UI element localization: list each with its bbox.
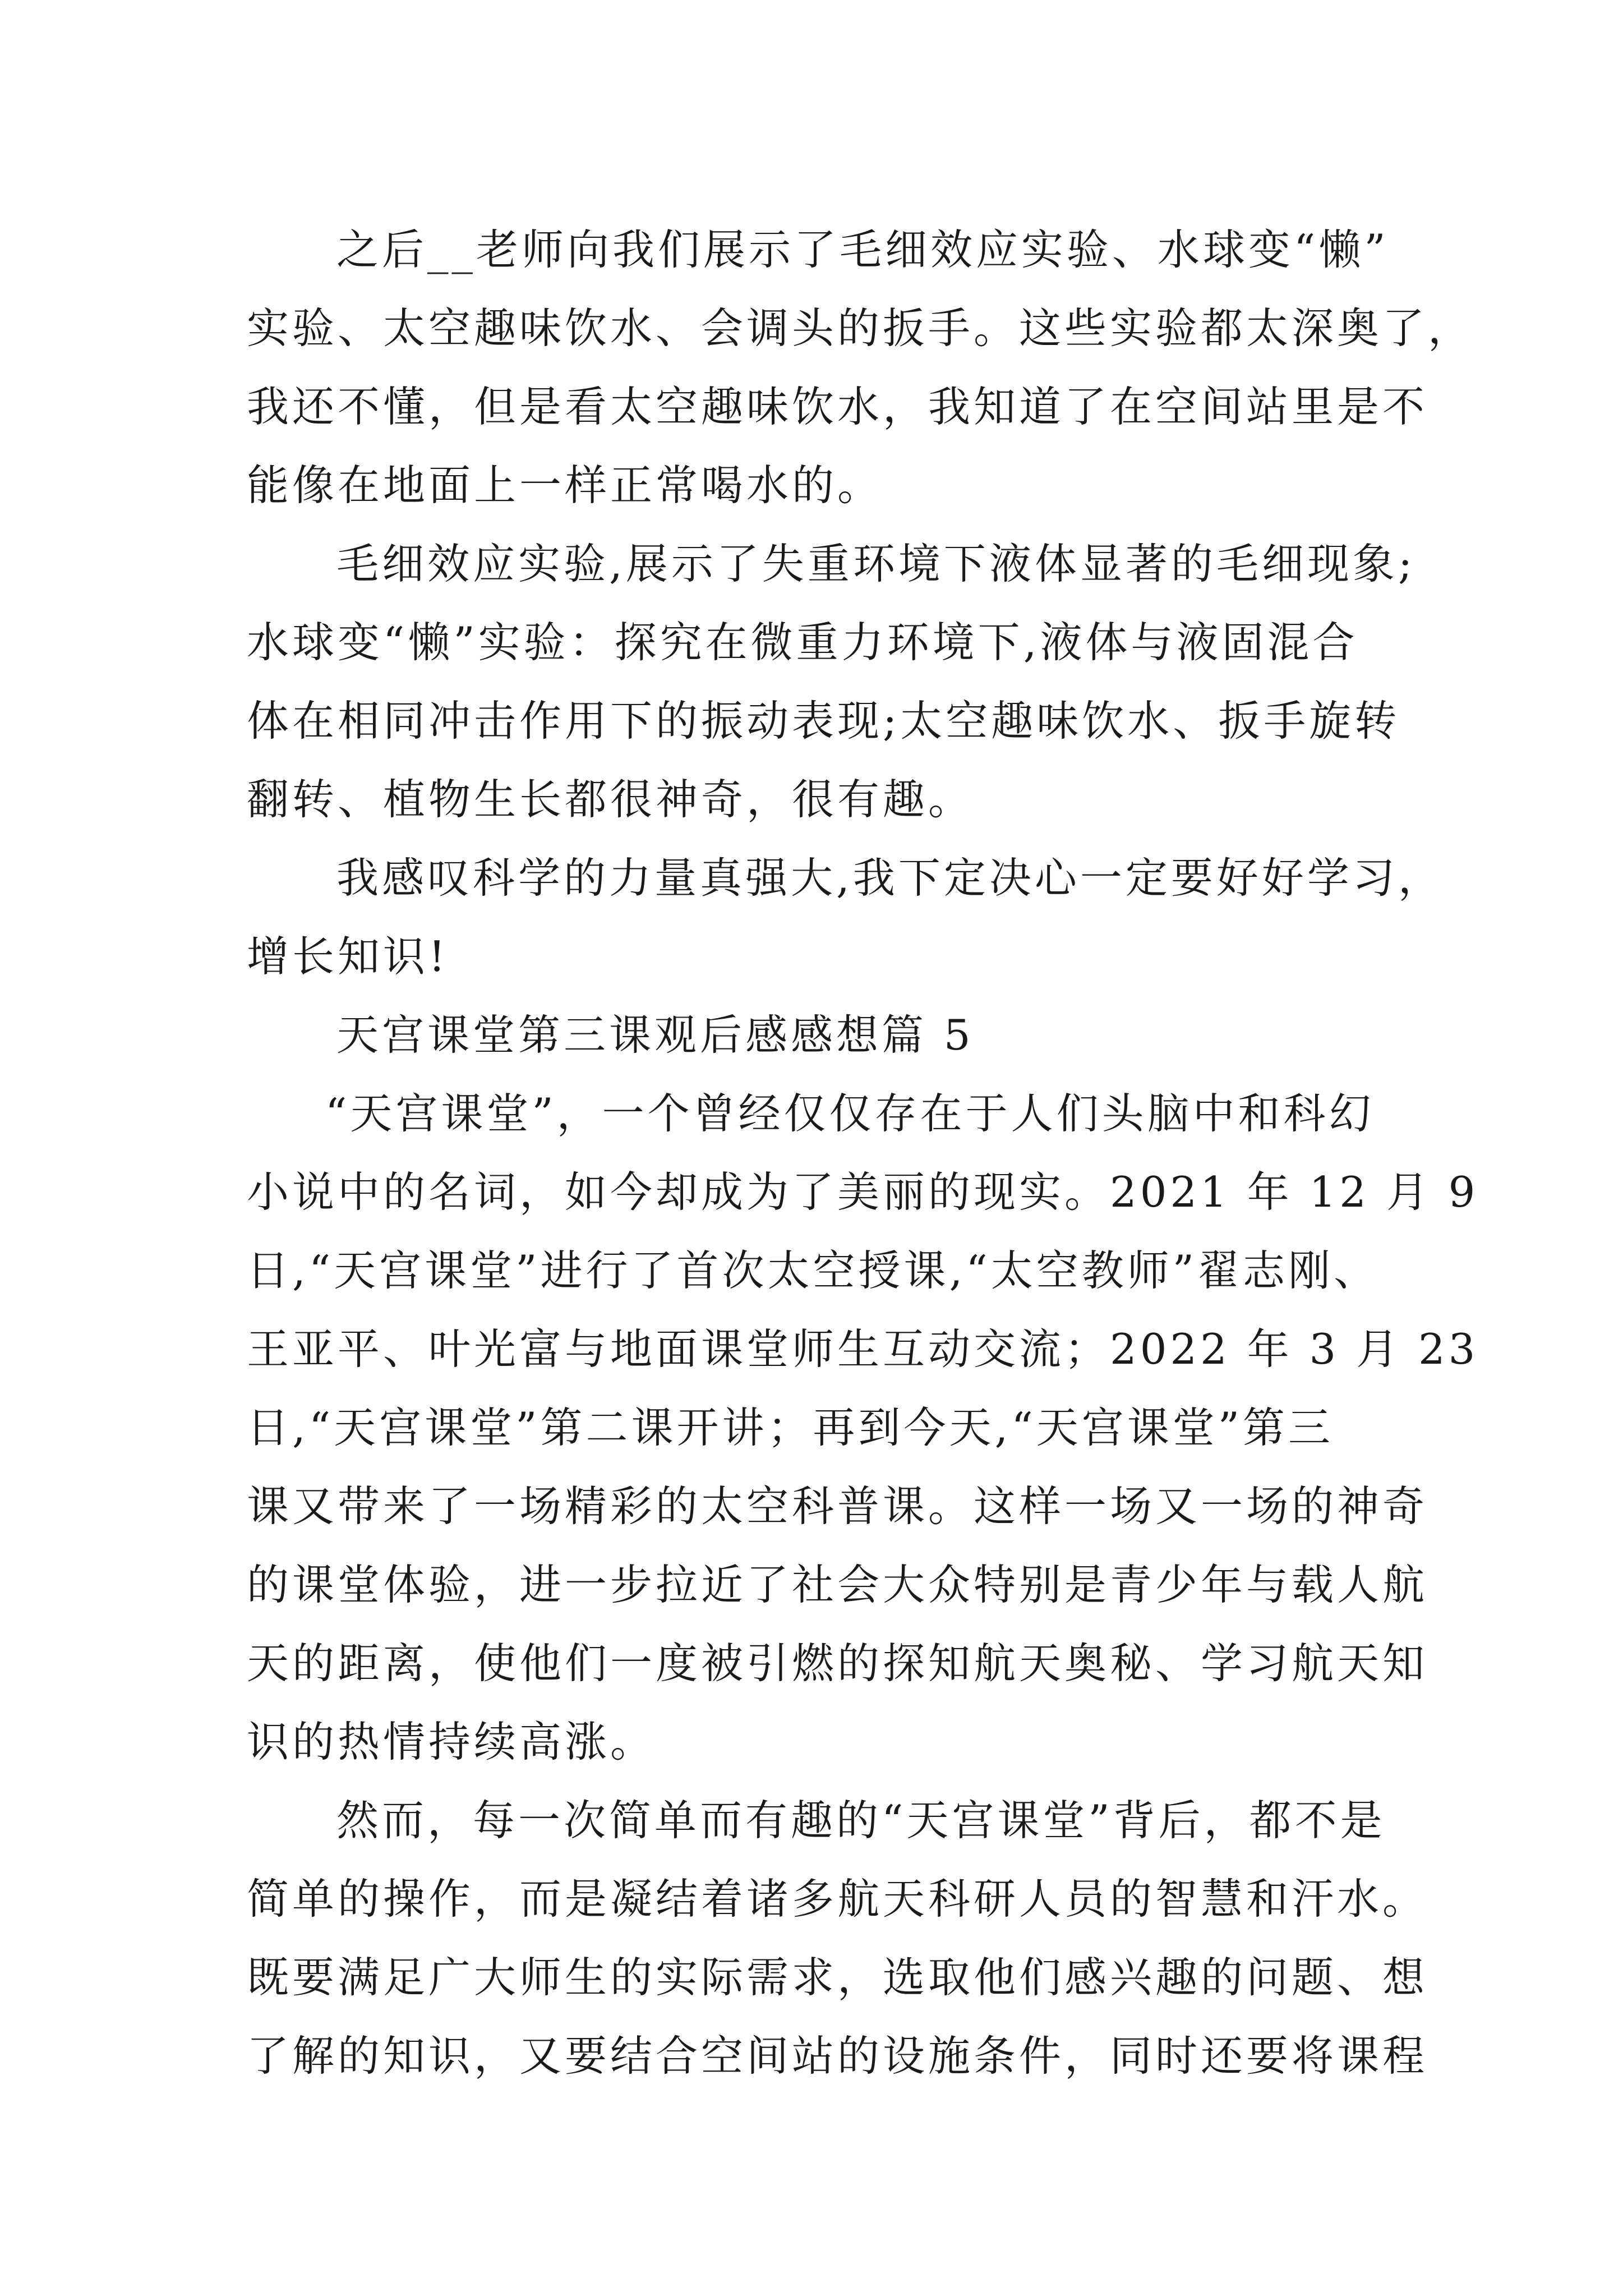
text-line: 识的热情持续高涨。 bbox=[247, 1717, 656, 1766]
text-line: 实验、太空趣味饮水、会调头的扳手。这些实验都太深奥了， bbox=[247, 303, 1474, 353]
text-line: 毛细效应实验,展示了失重环境下液体显著的毛细现象; bbox=[336, 539, 1416, 588]
text-line: 了解的知识，又要结合空间站的设施条件，同时还要将课程 bbox=[247, 2031, 1428, 2081]
text-line: 然而，每一次简单而有趣的“天宫课堂”背后，都不是 bbox=[336, 1796, 1386, 1845]
text-line: 的课堂体验，进一步拉近了社会大众特别是青少年与载人航 bbox=[247, 1560, 1428, 1609]
text-line: 增长知识! bbox=[247, 932, 449, 981]
text-line: 我还不懂，但是看太空趣味饮水，我知道了在空间站里是不 bbox=[247, 382, 1428, 431]
text-line: 课又带来了一场精彩的太空科普课。这样一场又一场的神奇 bbox=[247, 1481, 1428, 1531]
text-line: 既要满足广大师生的实际需求，选取他们感兴趣的问题、想 bbox=[247, 1953, 1428, 2002]
text-line: 小说中的名词，如今却成为了美丽的现实。2021 年 12 月 9 bbox=[247, 1167, 1479, 1217]
text-line: 日,“天宫课堂”进行了首次太空授课,“太空教师”翟志刚、 bbox=[247, 1246, 1380, 1295]
text-line: 能像在地面上一样正常喝水的。 bbox=[247, 461, 883, 510]
text-line: 日,“天宫课堂”第二课开讲；再到今天,“天宫课堂”第三 bbox=[247, 1403, 1334, 1452]
text-line: 水球变“懒”实验：探究在微重力环境下,液体与液固混合 bbox=[247, 618, 1358, 667]
section-heading: 天宫课堂第三课观后感感想篇 5 bbox=[336, 1010, 974, 1060]
text-line: 体在相同冲击作用下的振动表现;太空趣味饮水、扳手旋转 bbox=[247, 696, 1400, 746]
text-line: 翻转、植物生长都很神奇，很有趣。 bbox=[247, 775, 974, 824]
text-line: 我感叹科学的力量真强大,我下定决心一定要好好学习， bbox=[336, 853, 1444, 903]
text-line: 天的距离，使他们一度被引燃的探知航天奥秘、学习航天知 bbox=[247, 1639, 1428, 1688]
text-line: “天宫课堂”，一个曾经仅仅存在于人们头脑中和科幻 bbox=[325, 1089, 1375, 1138]
text-line: 之后__老师向我们展示了毛细效应实验、水球变“懒” bbox=[336, 225, 1389, 274]
text-line: 王亚平、叶光富与地面课堂师生互动交流；2022 年 3 月 23 bbox=[247, 1324, 1479, 1374]
text-line: 简单的操作，而是凝结着诸多航天科研人员的智慧和汗水。 bbox=[247, 1874, 1428, 1924]
